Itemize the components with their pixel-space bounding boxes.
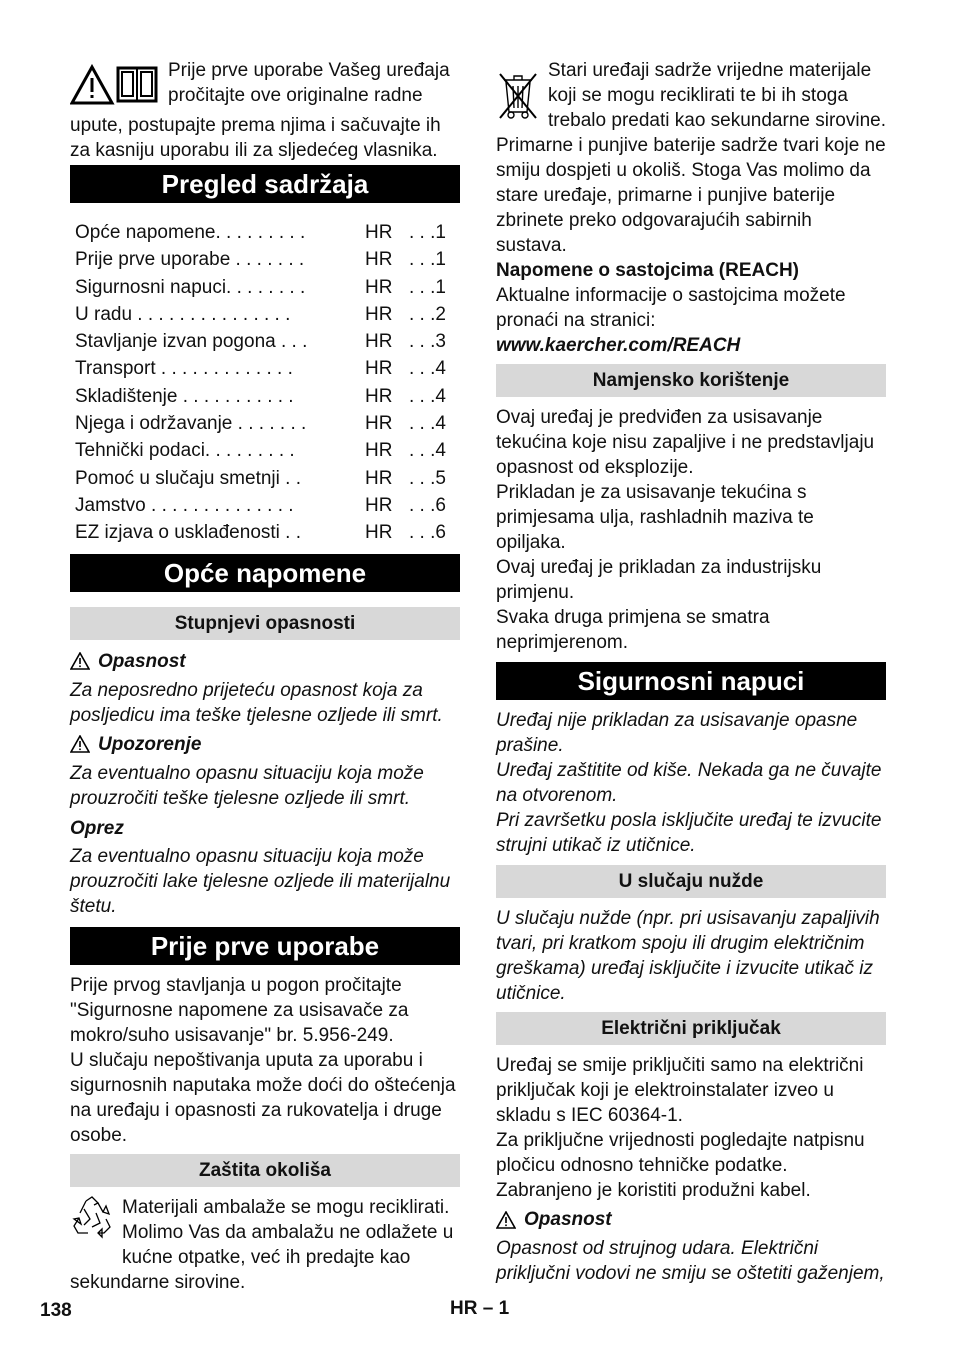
toc-row[interactable] (70, 492, 460, 519)
toc-entry-page: . . .5 (409, 467, 446, 489)
toc-entry-name: EZ izjava o usklađenosti . . (75, 522, 301, 544)
danger-label: Opasnost (98, 650, 186, 672)
page-number: 138 (40, 1300, 72, 1321)
warning-label-row (70, 732, 460, 757)
danger-label-row (70, 649, 460, 674)
intended-use-text-2: Prikladan je za usisavanje tekućina s primjesama ulja, rashladnih maziva te opiljaka. (496, 482, 814, 553)
packaging-block (70, 1195, 460, 1295)
recycle-icon-wrap (70, 1195, 114, 1246)
toc-entry-lang: HR (365, 222, 393, 243)
toc-entry-lang: HR (365, 385, 393, 407)
safety-text-2: Uređaj zaštitite od kiše. Nekada ga ne čuvajte na otvorenom. (496, 760, 882, 806)
toc-entry-name: U radu . . . . . . . . . . . . . . . (75, 303, 291, 325)
toc-entry-name: Skladištenje . . . . . . . . . . . (75, 385, 294, 407)
warning-triangle-icon (70, 652, 90, 670)
right-column (496, 58, 886, 1286)
toc-entry-page: . . .3 (409, 331, 446, 353)
toc-entry-page: . . .4 (409, 385, 446, 407)
toc-entry-lang: HR (365, 358, 393, 380)
intended-use-heading: Namjensko korištenje (496, 364, 886, 397)
toc-row[interactable] (70, 410, 460, 437)
toc-entry-page: . . .4 (409, 440, 446, 462)
toc-row[interactable] (70, 437, 460, 464)
toc-entry-name: Jamstvo . . . . . . . . . . . . . . (75, 494, 294, 516)
toc-entry-lang: HR (365, 440, 393, 462)
toc-entry-name: Tehnički podaci. . . . . . . . . (75, 440, 295, 462)
packaging-text: Materijali ambalaže se mogu reciklirati. Molimo Vas da ambalažu ne odlažete u kućne otpatke, već ih predajte kao sekundarne sirovine. (70, 1196, 454, 1293)
toc-entry-page: . . .4 (409, 358, 446, 380)
old-devices-block (496, 58, 886, 258)
toc-row[interactable] (70, 301, 460, 328)
first-use-text-2: U slučaju nepoštivanja uputa za uporabu i sigurnosnih naputaka može doći do oštećenja na uređaju i opasnosti za rukovatelja i druge osobe. (70, 1049, 456, 1146)
intro-line-2: pročitajte ove originalne radne (168, 85, 423, 106)
emergency-text: U slučaju nužde (npr. pri usisavanju zapaljivih tvari, pri kratkom spoju ili drugim električnim greškama) uređaj isključite i izvucite utikač iz utičnice. (496, 908, 880, 1004)
warning-triangle-icon (496, 1211, 516, 1229)
footer-lang-page: – 1 (482, 1298, 510, 1319)
toc-row[interactable] (70, 274, 460, 301)
reach-text: Aktualne informacije o sastojcima možete pronaći na stranici: (496, 285, 846, 331)
emergency-heading: U slučaju nužde (496, 865, 886, 898)
recycle-icon (70, 1195, 114, 1239)
electric-danger-label: Opasnost (524, 1209, 612, 1230)
toc-entry-page: . . .1 (409, 222, 446, 243)
danger-text: Za neposredno prijeteću opasnost koja za posljedicu ima teške tjelesne ozljede ili smrt. (70, 679, 443, 726)
safety-text-1: Uređaj nije prikladan za usisavanje opasne prašine. (496, 710, 858, 756)
warning-triangle-icon (70, 735, 90, 753)
toc-entry-page: . . .1 (409, 249, 446, 271)
safety-heading: Sigurnosni napuci (496, 662, 886, 700)
reach-heading: Napomene o sastojcima (REACH) (496, 260, 800, 281)
toc-row[interactable] (70, 465, 460, 492)
intended-use-text-4: Svaka druga primjena se smatra neprimjerenom. (496, 607, 770, 653)
toc-heading: Pregled sadržaja (70, 165, 460, 203)
safety-text-3: Pri završetku posla isključite uređaj te izvucite strujni utikač iz utičnice. (496, 810, 882, 856)
toc-entry-name: Stavljanje izvan pogona . . . (75, 331, 308, 353)
intended-use-text-1: Ovaj uređaj je predviđen za usisavanje tekućina koje nisu zapaljive i ne predstavljaju opasnost od eksplozije. (496, 407, 875, 478)
hazard-levels-heading: Stupnjevi opasnosti (70, 607, 460, 640)
toc-row[interactable] (70, 355, 460, 382)
caution-text: Za eventualno opasnu situaciju koja može prouzročiti lake tjelesne ozljede ili materijalnu štetu. (70, 845, 451, 917)
toc-entry-page: . . .2 (409, 303, 446, 325)
footer-language-page (450, 1296, 509, 1321)
intro-text: upute, postupajte prema njima i sačuvajte ih za kasniju uporabu ili za sljedećeg vlasnika. (70, 115, 441, 161)
toc-entry-lang: HR (365, 276, 393, 298)
toc-entry-name: Prije prve uporabe . . . . . . . (75, 249, 305, 271)
electric-text-2: Za priključne vrijednosti pogledajte natpisnu pločicu odnosno tehničke podatke. (496, 1130, 865, 1176)
first-use-text-1: Prije prvog stavljanja u pogon pročitajte "Sigurnosne napomene za usisavače za mokro/suho usisavanje" br. 5.956-249. (70, 974, 409, 1046)
toc-entry-page: . . .6 (409, 522, 446, 544)
footer-lang-code: HR (450, 1298, 478, 1319)
left-column (70, 58, 460, 1295)
toc-entry-name: Opće napomene. . . . . . . . . (75, 222, 306, 243)
toc-row[interactable] (70, 246, 460, 273)
general-heading: Opće napomene (70, 554, 460, 592)
electric-text-1: Uređaj se smije priključiti samo na električni priključak koji je elektroinstalater izveo u skladu s IEC 60364-1. (496, 1055, 864, 1126)
old-devices-text: Stari uređaji sadrže vrijedne materijale koji se mogu reciklirati te bi ih stoga trebalo predati kao sekundarne sirovine. Primarne i punjive baterije sadrže tvari koje ne smiju dospjeti u okoliš. Stoga Vas molimo da stare uređaje, primarne i punjive baterije zbrinete preko odgovarajućih sabirnih sustava. (496, 60, 886, 256)
toc-entry-lang: HR (365, 413, 393, 435)
toc-entry-page: . . .1 (409, 276, 446, 298)
toc-entry-page: . . .4 (409, 413, 446, 435)
intended-use-text-3: Ovaj uređaj je prikladan za industrijsku primjenu. (496, 557, 822, 603)
toc-row[interactable] (70, 219, 460, 246)
environment-heading: Zaštita okoliša (70, 1154, 460, 1187)
toc-entry-lang: HR (365, 467, 393, 489)
toc-entry-lang: HR (365, 249, 393, 271)
crossed-bin-icon (496, 68, 540, 120)
toc-entry-name: Pomoć u slučaju smetnji . . (75, 467, 301, 489)
toc-entry-name: Sigurnosni napuci. . . . . . . . (75, 276, 306, 298)
intro-line-1: Prije prve uporabe Vašeg uređaja (168, 60, 450, 81)
toc-entry-name: Transport . . . . . . . . . . . . . (75, 358, 293, 380)
toc-entry-lang: HR (365, 303, 393, 325)
intro-block (70, 58, 460, 161)
toc-entry-lang: HR (365, 494, 393, 516)
reach-link[interactable]: www.kaercher.com/REACH (496, 335, 741, 356)
intro-icons (70, 64, 160, 113)
toc-list (70, 219, 460, 547)
toc-row[interactable] (70, 383, 460, 410)
caution-label: Oprez (70, 817, 124, 839)
electric-text-3: Zabranjeno je koristiti produžni kabel. (496, 1180, 811, 1201)
toc-entry-name: Njega i održavanje . . . . . . . (75, 413, 307, 435)
electric-danger-text: Opasnost od strujnog udara. Električni priključni vodovi ne smiju se oštetiti gaženjem, (496, 1238, 885, 1284)
electric-heading: Električni priključak (496, 1012, 886, 1045)
toc-entry-page: . . .6 (409, 494, 446, 516)
weee-icon-wrap (496, 68, 540, 127)
toc-entry-lang: HR (365, 331, 393, 353)
toc-row[interactable] (70, 519, 460, 546)
warning-label: Upozorenje (98, 733, 202, 755)
warning-text: Za eventualno opasnu situaciju koja može prouzročiti teške tjelesne ozljede ili smrt. (70, 762, 424, 809)
first-use-heading: Prije prve uporabe (70, 927, 460, 965)
warning-manual-icon (70, 64, 160, 106)
toc-row[interactable] (70, 328, 460, 355)
toc-entry-lang: HR (365, 522, 393, 544)
electric-danger-label-row (496, 1207, 886, 1232)
